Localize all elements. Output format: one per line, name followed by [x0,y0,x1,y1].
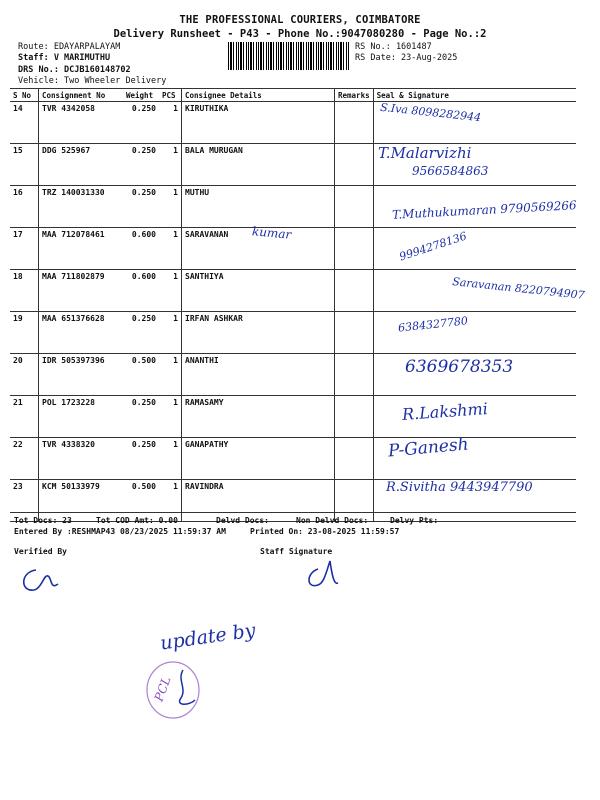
cell-weight: 0.600 [123,270,159,312]
staff-label: Staff: V MARIMUTHU [18,53,111,63]
cell-consignment-no: TVR 4338320 [39,438,124,480]
consignment-table [10,88,576,522]
cell-consignee: KIRUTHIKA [182,102,335,144]
cell-sno: 18 [10,270,39,312]
cell-remarks [335,144,374,186]
cell-remarks [335,228,374,270]
cell-consignee: GANAPATHY [182,438,335,480]
company-title: THE PROFESSIONAL COURIERS, COIMBATORE [179,14,421,26]
cell-consignment-no: KCM 50133979 [39,480,124,522]
cell-sno: 20 [10,354,39,396]
rs-no-label: RS No.: 1601487 [355,42,432,52]
signature-row-20: 6369678353 [405,357,514,377]
cell-weight: 0.500 [123,354,159,396]
signature-row-18: Saravanan 8220794907 [451,275,586,302]
cell-consignment-no: MAA 651376628 [39,312,124,354]
cell-weight: 0.250 [123,102,159,144]
barcode [228,42,350,70]
table-row [10,144,576,186]
cell-pcs: 1 [159,312,182,354]
cell-consignment-no: MAA 711802879 [39,270,124,312]
signature-row-23: R.Sivitha 9443947790 [386,480,533,495]
cell-consignee: SANTHIYA [182,270,335,312]
rs-date-label: RS Date: 23-Aug-2025 [355,53,458,63]
cell-remarks [335,396,374,438]
cell-pcs: 1 [159,480,182,522]
footer-divider [10,512,576,513]
stamp-text: PCL [151,674,174,704]
staff-signature-scribble [300,555,350,595]
cell-consignee: ANANTHI [182,354,335,396]
cell-consignee: BALA MURUGAN [182,144,335,186]
cell-consignment-no: TRZ 140031330 [39,186,124,228]
signature-row-17: 9994278136 [397,229,469,264]
cell-consignee: SARAVANAN [182,228,335,270]
printed-on: Printed On: 23-08-2025 11:59:57 [250,527,400,536]
cell-consignee: MUTHU [182,186,335,228]
vehicle-label: Vehicle: Two Wheeler Delivery [18,76,167,86]
cell-sno: 15 [10,144,39,186]
cell-consignment-no: TVR 4342058 [39,102,124,144]
col-pcs: PCS [159,89,182,102]
cell-weight: 0.250 [123,312,159,354]
table-header-row [10,89,576,102]
cell-consignment-no: MAA 712078461 [39,228,124,270]
col-consignment: Consignment No [39,89,124,102]
cell-consignee: RAMASAMY [182,396,335,438]
cell-weight: 0.250 [123,186,159,228]
verified-by-label: Verified By [14,547,67,556]
entered-by: Entered By :RESHMAP43 08/23/2025 11:59:37 AM [14,527,226,536]
table-row [10,102,576,144]
col-consignee: Consignee Details [182,89,335,102]
remark-row-17: kumar [251,224,292,242]
table-row [10,228,576,270]
cell-pcs: 1 [159,438,182,480]
cell-consignment-no: POL 1723228 [39,396,124,438]
cell-remarks [335,270,374,312]
cell-consignment-no: IDR 505397396 [39,354,124,396]
table-row [10,438,576,480]
cell-pcs: 1 [159,270,182,312]
signature-row-19: 6384327780 [397,314,469,335]
cell-sno: 22 [10,438,39,480]
cell-consignee: RAVINDRA [182,480,335,522]
cell-pcs: 1 [159,354,182,396]
col-weight: Weight [123,89,159,102]
cell-weight: 0.250 [123,396,159,438]
signature-row-22: P-Ganesh [387,434,470,462]
signature-row-21: R.Lakshmi [401,399,489,424]
cell-weight: 0.500 [123,480,159,522]
cell-pcs: 1 [159,186,182,228]
col-sno: S No [10,89,39,102]
table-row [10,312,576,354]
cell-remarks [335,312,374,354]
cell-pcs: 1 [159,396,182,438]
cell-weight: 0.600 [123,228,159,270]
signature-row-14: S.Iva 8098282944 [379,100,482,125]
runsheet-title: Delivery Runsheet - P43 - Phone No.:9047080280 - Page No.:2 [113,28,487,40]
col-seal-signature: Seal & Signature [373,89,576,102]
cell-sno: 19 [10,312,39,354]
phone-row-15: 9566584863 [412,164,489,178]
cell-pcs: 1 [159,144,182,186]
drs-label: DRS No.: DCJB160148702 [18,65,131,75]
cell-remarks [335,354,374,396]
route-label: Route: EDAYARPALAYAM [18,42,121,52]
stamp-mark [135,650,215,725]
tot-docs: Tot Docs: 23 [14,516,72,525]
cell-sno: 17 [10,228,39,270]
signature-row-15: T.Malarvizhi [378,144,472,162]
cell-weight: 0.250 [123,438,159,480]
non-delvd-docs: Non Delvd Docs: [296,516,369,525]
cell-weight: 0.250 [123,144,159,186]
col-remarks: Remarks [335,89,374,102]
signature-row-16: T.Muthukumaran 9790569266 [391,198,577,222]
cell-pcs: 1 [159,228,182,270]
tot-cod-amt: Tot COD Amt: 0.00 [96,516,178,525]
cell-consignee: IRFAN ASHKAR [182,312,335,354]
update-by-note: update by [158,619,257,655]
cell-remarks [335,102,374,144]
table-row [10,396,576,438]
verified-signature-scribble [14,560,74,600]
cell-sno: 21 [10,396,39,438]
delvd-docs: Delvd Docs: [216,516,269,525]
cell-consignment-no: DDG 525967 [39,144,124,186]
staff-signature-label: Staff Signature [260,547,333,556]
cell-sno: 16 [10,186,39,228]
cell-sno: 23 [10,480,39,522]
cell-remarks [335,438,374,480]
cell-pcs: 1 [159,102,182,144]
cell-remarks [335,186,374,228]
cell-sno: 14 [10,102,39,144]
delvy-pts: Delvy Pts: [390,516,439,525]
